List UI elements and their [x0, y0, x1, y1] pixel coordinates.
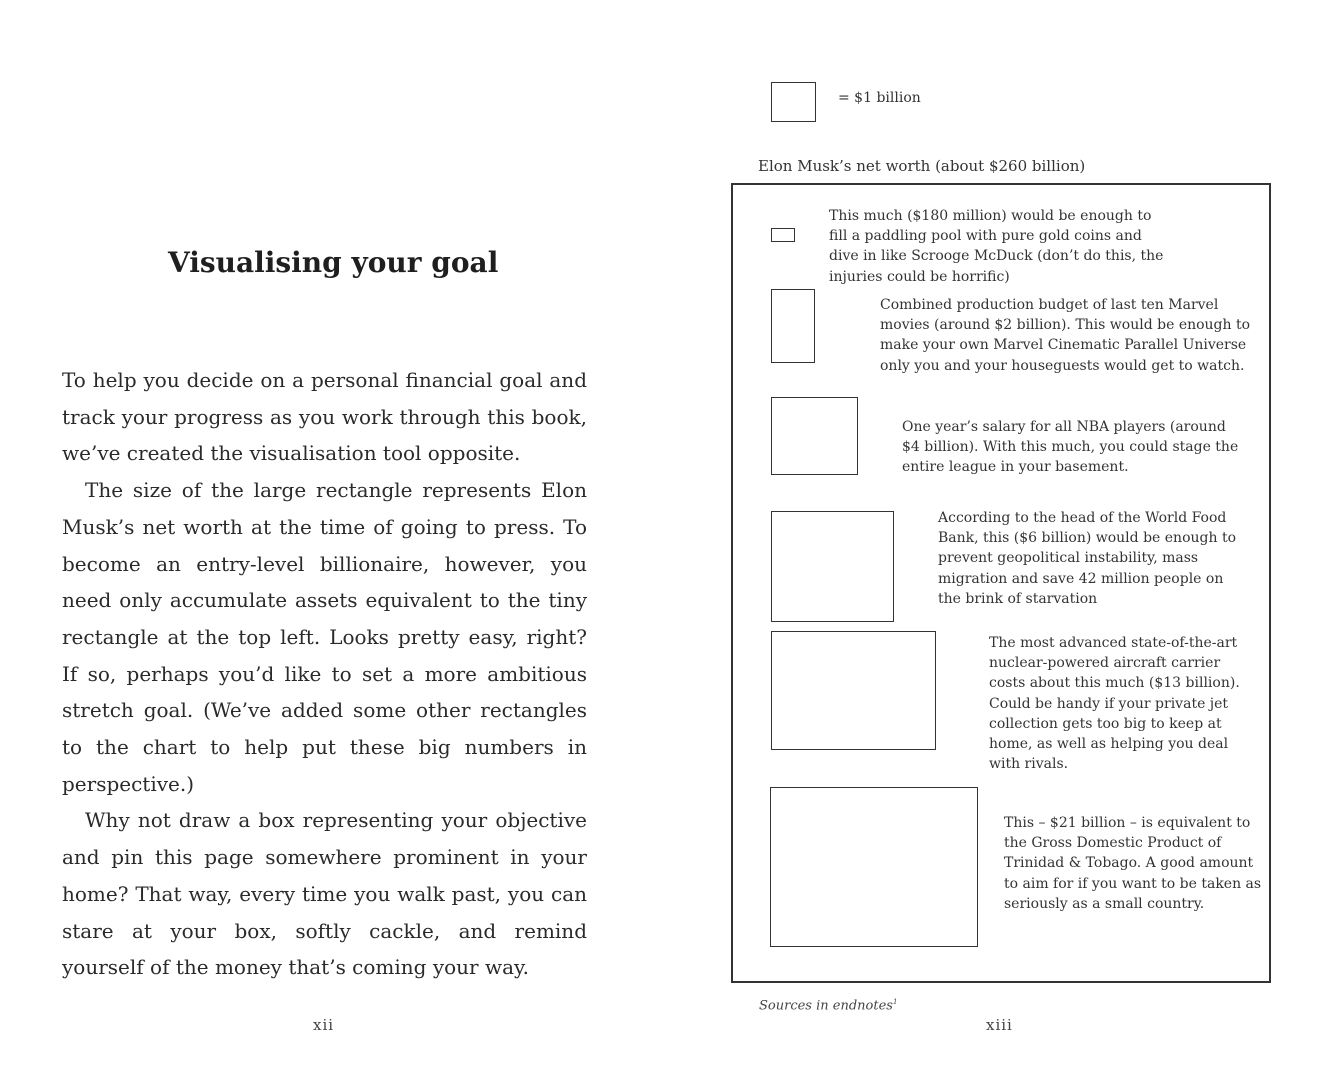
- rect-6-billion: [771, 511, 894, 622]
- sources-note: [759, 998, 897, 1013]
- section-heading: Visualising your goal: [168, 246, 499, 279]
- rect-13-billion: [771, 631, 936, 750]
- right-page: [650, 0, 1317, 1080]
- one-billion-key-box: [771, 82, 816, 122]
- annotation-aircraft-carrier: The most advanced state-of-the-art nuclear-powered aircraft carrier costs about this much ($13 billion). Could be handy if your private jet collection gets too big to keep at home, as well as helping you deal with rivals.: [989, 635, 1240, 773]
- chart-title: Elon Musk’s net worth (about $260 billion): [758, 157, 1086, 175]
- left-page: [0, 0, 650, 1080]
- annotation-nba: One year’s salary for all NBA players (around $4 billion). With this much, you could stage the entire league in your basement.: [902, 419, 1239, 476]
- body-paragraph-1: To help you decide on a personal financial goal and track your progress as you work through this book, we’ve created the visualisation tool opposite.: [62, 368, 587, 466]
- body-paragraph-2: The size of the large rectangle represents Elon Musk’s net worth at the time of going to press. To become an entry-level billionaire, however, you need only accumulate assets equivalent to the tiny rectangle at the top left. Looks pretty easy, right? If so, perhaps you’d like to set a more ambitious stretch goal. (We’ve added some other rectangles to the chart to help put these big numbers in perspective.): [62, 478, 587, 796]
- annotation-world-food: According to the head of the World Food Bank, this ($6 billion) would be enough to prevent geopolitical instability, mass migration and save 42 million people on the brink of starvation: [938, 510, 1236, 607]
- page-number-left: xii: [313, 1016, 335, 1034]
- annotation-marvel: Combined production budget of last ten Marvel movies (around $2 billion). This would be enough to make your own Marvel Cinematic Parallel Universe only you and your houseguests would get to watch.: [880, 297, 1251, 374]
- rect-4-billion: [771, 397, 858, 475]
- rect-21-billion: [770, 787, 978, 947]
- rect-2-billion: [771, 289, 815, 363]
- body-text: [62, 362, 587, 986]
- annotation-trinidad: This – $21 billion – is equivalent to the Gross Domestic Product of Trinidad & Tobago. A good amount to aim for if you want to be taken as seriously as a small country.: [1004, 815, 1262, 912]
- endnote-ref: 1: [892, 998, 898, 1006]
- annotation-gold-pool: This much ($180 million) would be enough to fill a paddling pool with pure gold coins and dive in like Scrooge McDuck (don’t do this, the injuries could be horrific): [829, 208, 1164, 285]
- key-label: = $1 billion: [838, 90, 921, 106]
- body-paragraph-3: Why not draw a box representing your objective and pin this page somewhere prominent in your home? That way, every time you walk past, you can stare at your box, softly cackle, and remind yourself of the money that’s coming your way.: [62, 808, 587, 980]
- sources-text: Sources in endnotes: [759, 998, 893, 1014]
- page-number-right: xiii: [986, 1016, 1013, 1034]
- rect-180-million: [771, 228, 795, 242]
